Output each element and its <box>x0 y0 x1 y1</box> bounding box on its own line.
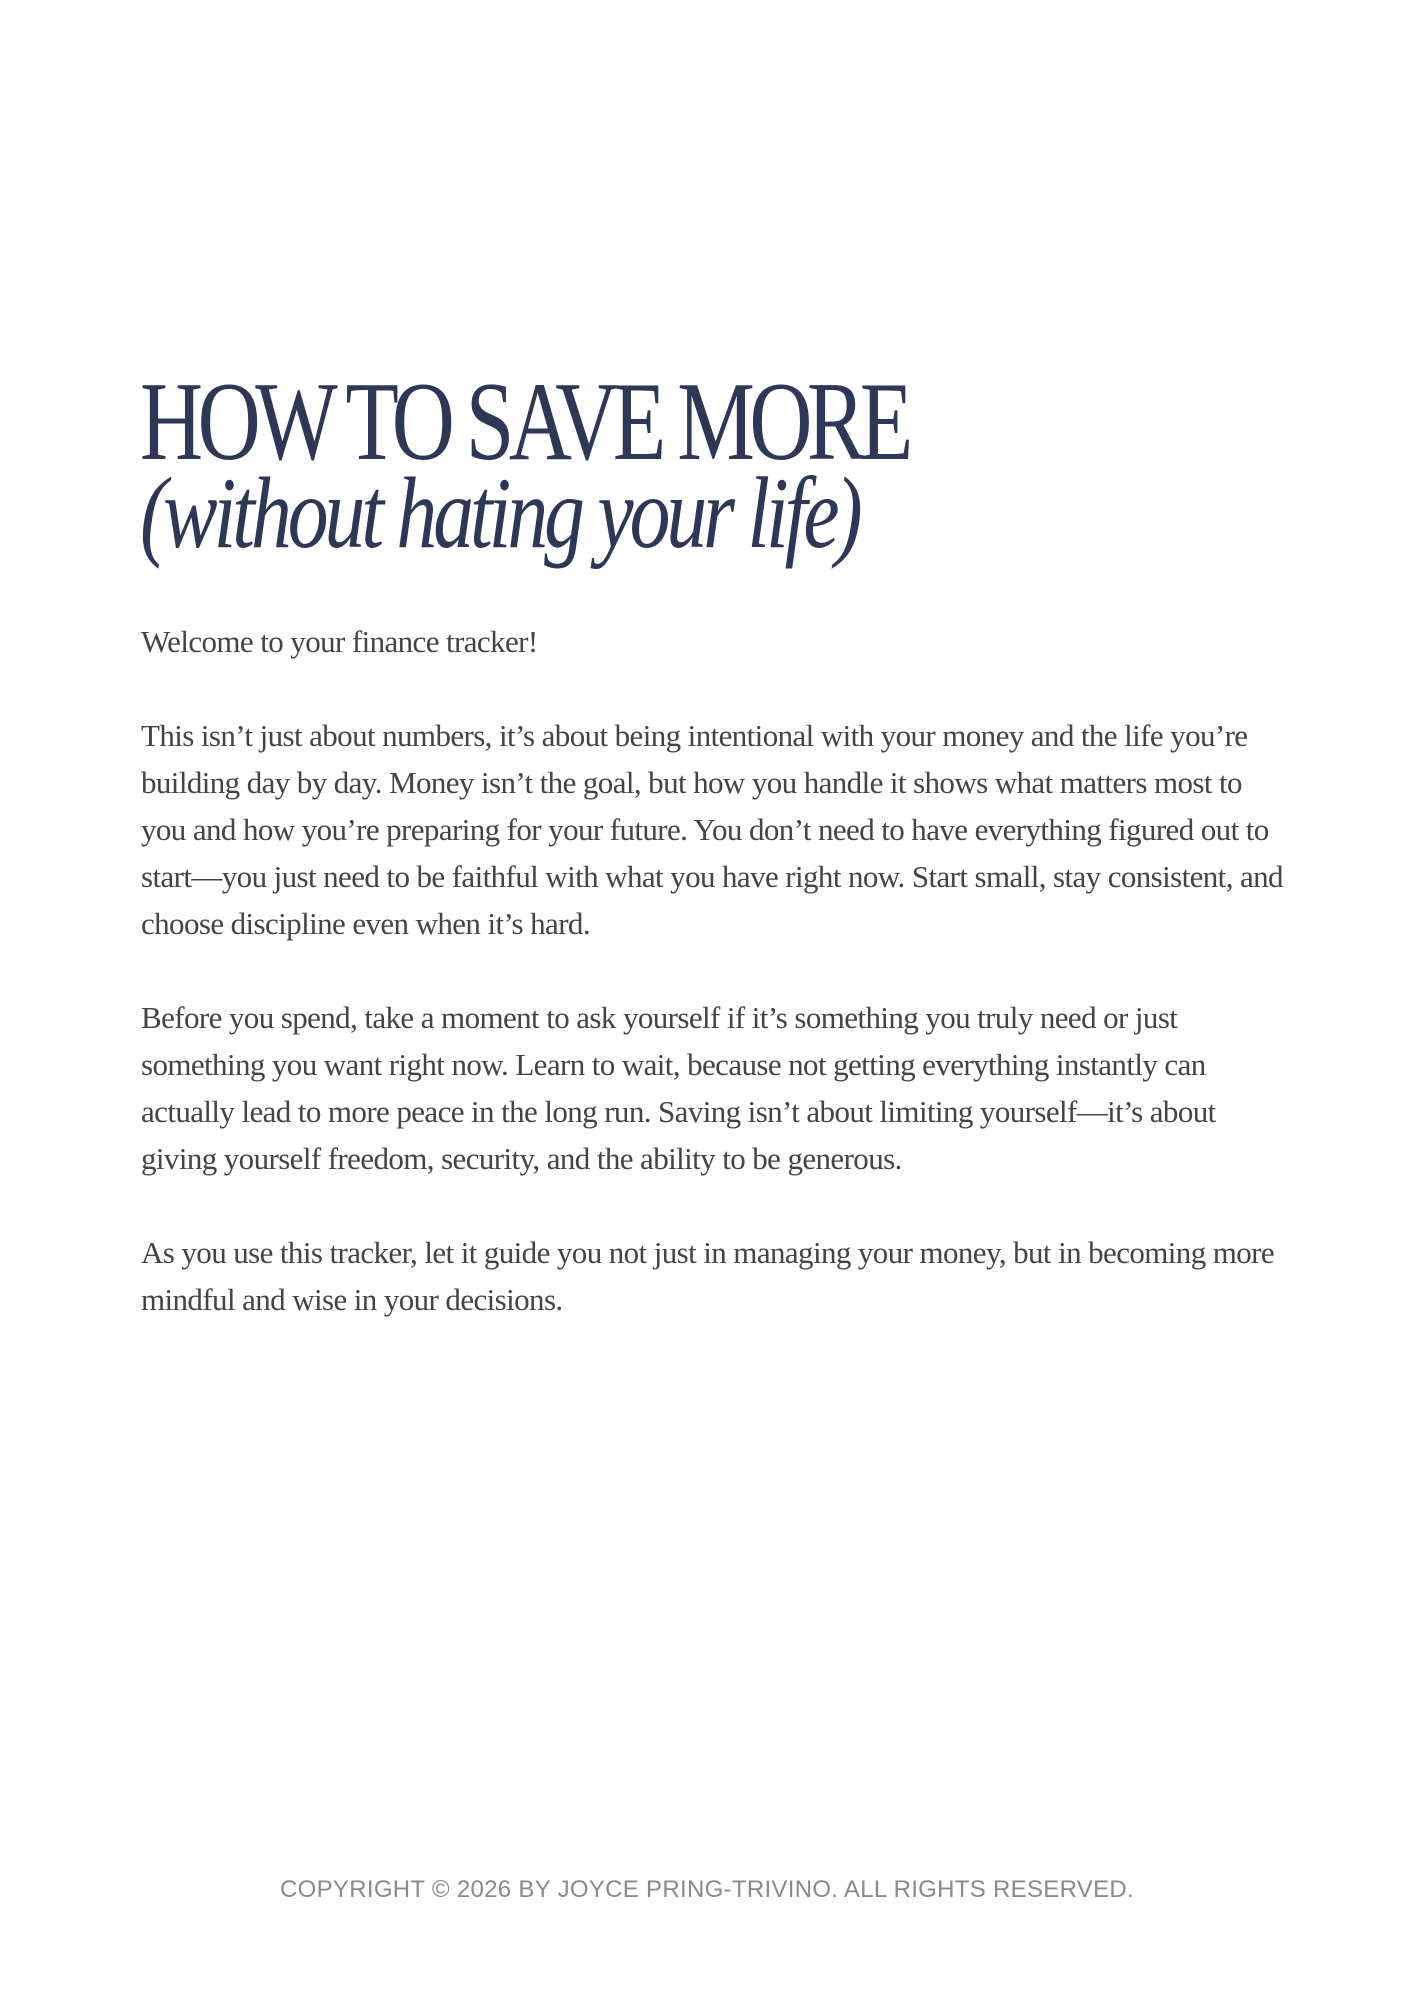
page-title: HOW TO SAVE MORE <box>140 360 908 484</box>
copyright-footer: COPYRIGHT © 2026 BY JOYCE PRING-TRIVINO. ALL RIGHTS RESERVED. <box>280 1876 1134 1903</box>
paragraph-tracker-guide: As you use this tracker, let it guide you not just in managing your money, but in becoming more mindful and wise in your decisions. <box>141 1235 1275 1317</box>
paragraph-welcome: Welcome to your finance tracker! <box>141 624 538 659</box>
page-subtitle: (without hating your life) <box>140 457 859 570</box>
paragraph-intentional: This isn’t just about numbers, it’s about being intentional with your money and the life you’re building day by day. Money isn’t the goal, but how you handle it shows what matters most to you and how you’re preparing for your future. You don’t need to have everything figured out to start—you just need to be faithful with what you have right now. Start small, stay consistent, and choose discipline even when it’s hard. <box>141 718 1283 941</box>
body-text <box>141 618 1291 1323</box>
title-block <box>140 360 1290 570</box>
paragraph-before-spend: Before you spend, take a moment to ask yourself if it’s something you truly need or just something you want right now. Learn to wait, because not getting everything instantly can actually lead to more peace in the long run. Saving isn’t about limiting yourself—it’s about giving yourself freedom, security, and the ability to be generous. <box>141 1000 1216 1176</box>
